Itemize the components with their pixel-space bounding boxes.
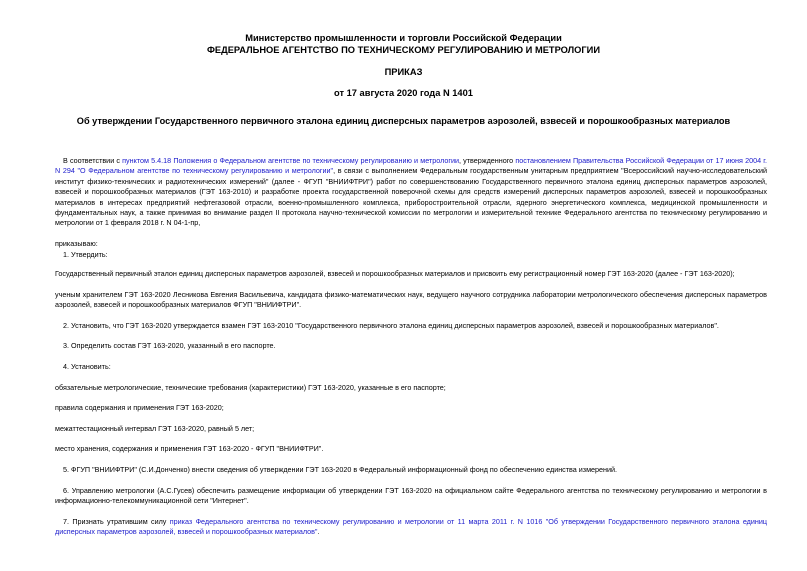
regulation-link[interactable]: пунктом 5.4.18 Положения о Федеральном агентстве по техническому регулированию и метрологии (122, 156, 459, 165)
item-6: 6. Управлению метрологии (А.С.Гусев) обеспечить размещение информации об утверждении ГЭТ 163-2020 на официальном сайте Федерального агентства по техническому регулированию и метрологии в информационно-телекоммуникационной сети "Интернет". (55, 486, 767, 506)
ministry-name: Министерство промышленности и торговли Российской Федерации (245, 33, 562, 43)
item-7-text: 7. Признать утратившим силу (63, 517, 170, 526)
item-2: 2. Установить, что ГЭТ 163-2020 утверждается взамен ГЭТ 163-2010 "Государственного первичного эталона единиц дисперсных параметров аэрозолей, взвесей и порошкообразных материалов". (63, 321, 719, 330)
order-word: приказываю: (55, 239, 98, 248)
document-type: ПРИКАЗ (384, 67, 423, 77)
item-3: 3. Определить состав ГЭТ 163-2020, указанный в его паспорте. (63, 341, 276, 350)
document-title: Об утверждении Государственного первичного эталона единиц дисперсных параметров аэрозолей, взвесей и порошкообразных материалов (76, 116, 731, 126)
intro-text-1: В соответствии с (63, 156, 123, 165)
document-date: от 17 августа 2020 года N 1401 (334, 88, 473, 98)
government-decree-link[interactable]: постановлением Правительства Российской Федерации от 17 июня 2004 г. N 294 "О Федеральном агентстве по техническому регулированию и метрологии" (55, 156, 767, 176)
item-1b: ученым хранителем ГЭТ 163-2020 Лесникова Евгения Васильевича, кандидата физико-математических наук, ведущего научного сотрудника лаборатории метрологического обеспечения дисперсных параметров аэрозолей, взвесей и порошкообразных материалов ФГУП "ВНИИФТРИ". (55, 290, 767, 310)
item-7-end: . (317, 527, 320, 537)
item-7 (55, 517, 767, 538)
agency-name: ФЕДЕРАЛЬНОЕ АГЕНТСТВО ПО ТЕХНИЧЕСКОМУ РЕГУЛИРОВАНИЮ И МЕТРОЛОГИИ (206, 45, 601, 55)
item-1: 1. Утвердить: (63, 250, 108, 259)
item-1a: Государственный первичный эталон единиц дисперсных параметров аэрозолей, взвесей и порошкообразных материалов и присвоить ему регистрационный номер ГЭТ 163-2020 (далее - ГЭТ 163-2020); (55, 269, 735, 278)
intro-text-2: , утвержденного (459, 156, 516, 165)
intro-paragraph (55, 156, 767, 229)
repealed-order-link[interactable]: приказ Федерального агентства по техническому регулированию и метрологии от 11 марта 2011 г. N 1016 "Об утверждении Государственного первичного эталона единиц дисперсных параметров аэрозолей, взвесей и порошкообразных материалов" (55, 517, 767, 537)
item-4d: место хранения, содержания и применения ГЭТ 163-2020 - ФГУП "ВНИИФТРИ". (55, 444, 324, 453)
item-4c: межаттестационный интервал ГЭТ 163-2020, равный 5 лет; (55, 424, 255, 433)
item-5: 5. ФГУП "ВНИИФТРИ" (С.И.Донченко) внести сведения об утверждении ГЭТ 163-2020 в Федеральный информационный фонд по обеспечению единства измерений. (63, 465, 618, 474)
item-4b: правила содержания и применения ГЭТ 163-2020; (55, 403, 224, 412)
item-4a: обязательные метрологические, технические требования (характеристики) ГЭТ 163-2020, указанные в его паспорте; (55, 383, 446, 392)
intro-text-3: , в связи с выполнением Федеральным государственным унитарным предприятием "Всероссийский научно-исследовательский институт физико-технических и радиотехнических измерений" (далее - ФГУП "ВНИИФТРИ") работ по совершенствованию Государственного первичного эталона единиц дисперсных параметров аэрозолей, взвесей и порошкообразных материалов (ГЭТ 163-2010) и разработке проекта государственной поверочной схемы для средств измерений дисперсных параметров аэрозолей, взвесей и порошкообразных материалов в интересах предприятий нефтегазовой отрасли, военно-промышленного комплекса, приборостроительной отрасли, ядерного энергетического комплекса, медицинской промышленности и фундаментальных наук, а также принимая во внимание раздел II протокола научно-технической комиссии по метрологии и измерительной технике Федерального агентства по техническому регулированию и метрологии от 1 февраля 2018 г. N 04-1-пр, (55, 166, 767, 228)
item-4: 4. Установить: (63, 362, 111, 371)
